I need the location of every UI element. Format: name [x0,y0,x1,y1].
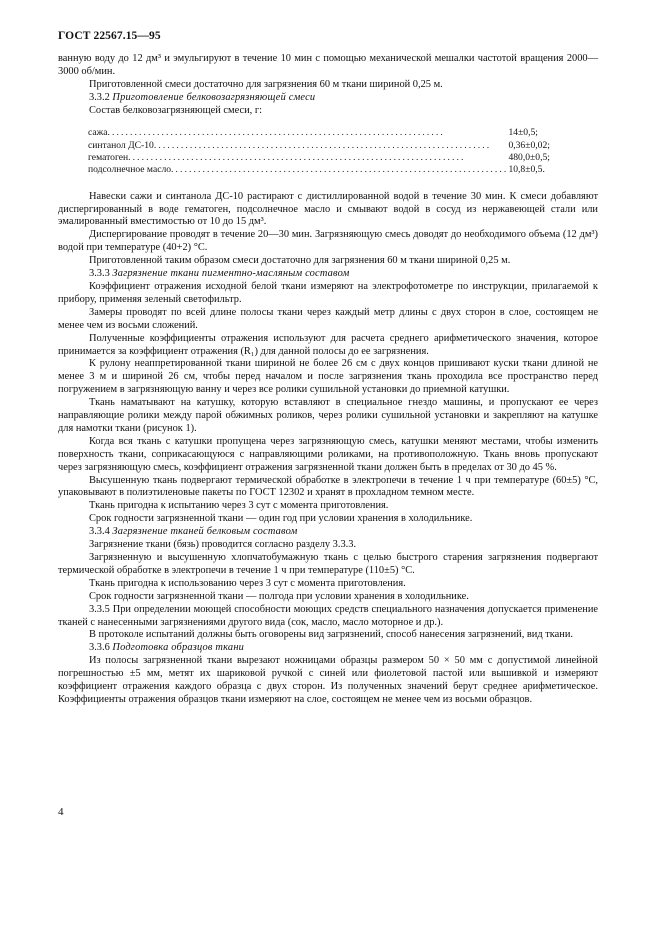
leader-dots: ........................................................................... [171,164,509,176]
section-number: 3.3.6 [89,642,110,654]
paragraph: Полученные коэффициенты отражения используют для расчета среднего арифметического значения, которое принимается за коэффициент отражения (R₁) для данной полосы до ее загрязнения. [58,332,598,357]
composition-name: сажа [88,127,108,139]
paragraph: Срок годности загрязненной ткани — один год при условии хранения в холодильнике. [89,513,473,525]
paragraph: Коэффициент отражения исходной белой ткани измеряют на электрофотометре по инструкции, прилагаемой к прибору, применяя зеленый светофильтр. [58,280,598,305]
paragraph: Срок годности загрязненной ткани — полгода при условии хранения в холодильнике. [89,590,469,602]
page-header-title: ГОСТ 22567.15—95 [58,30,161,42]
composition-intro: Состав белковозагрязняющей смеси, г: [89,104,262,116]
section-number: 3.3.4 [89,526,110,538]
paragraph: Навески сажи и синтанола ДС-10 растирают с дистиллированной водой в течение 30 мин. К смеси добавляют диспергированный в воде гематоген, подсолнечное масло и смывают водой в сосуд из нержавеющей стали или эмалированный вместимостью от 10 до 15 дм³. [58,190,598,228]
composition-row [88,152,588,164]
section-heading-3-3-3 [58,268,598,281]
composition-row [88,140,588,152]
composition-row [88,164,588,176]
paragraph: Когда вся ткань с катушки пропущена через загрязняющую смесь, катушки меняют местами, чтобы изменить поверхность ткани, соприкасающуюся с направляющими роликами, на противоположную. Ткань вновь пропускают через загрязняющую смесь, коэффициент отражения загрязненной ткани должен быть в пределах от 30 до 45 %. [58,435,598,473]
paragraph: Загрязнение ткани (бязь) проводится согласно разделу 3.3.3. [89,539,357,551]
composition-value: 10,8±0,5. [508,164,545,176]
paragraph: Диспергирование проводят в течение 20—30 мин. Загрязняющую смесь доводят до необходимого объема (12 дм³) водой при температуре (40+2) °С. [58,229,598,254]
document-page [58,30,598,707]
section-heading-3-3-6 [58,642,598,655]
paragraph: Приготовленной таким образом смеси достаточно для загрязнения 60 м ткани шириной 0,25 м. [89,255,511,267]
paragraph: Высушенную ткань подвергают термической обработке в электропечи в течение 1 ч при температуре (60±5) °С, упаковывают в полиэтиленовые пакеты по ГОСТ 12302 и хранят в прохладном темном месте. [58,474,598,499]
paragraph: 3.3.5 При определении моющей способности моющих средств специального назначения допускается применение тканей с нанесенными загрязнениями другого вида (сок, масло, масло моторное и др.). [58,603,598,628]
paragraph: Приготовленной смеси достаточно для загрязнения 60 м ткани шириной 0,25 м. [89,78,443,90]
leader-dots: ........................................................................... [107,127,445,139]
section-number: 3.3.2 [89,91,110,103]
composition-name: подсолнечное масло [88,164,172,176]
section-heading-3-3-4 [58,526,598,539]
paragraph: ванную воду до 12 дм³ и эмульгируют в течение 10 мин с помощью механической мешалки частотой вращения 2000—3000 об/мин. [58,52,598,77]
paragraph: Из полосы загрязненной ткани вырезают ножницами образцы размером 50 × 50 мм с допустимой линейной погрешностью ±5 мм, метят их шариковой ручкой с синей или фиолетовой пастой или вышивкой и измеряют коэффициент отражения каждого образца с двух сторон. Из полученных значений берут среднее арифметическое. Коэффициенты отражения образцов ткани измеряют на слое, состоящем не менее чем из восьми образцов. [58,655,598,705]
composition-value: 14±0,5; [508,127,538,139]
paragraph: Ткань наматывают на катушку, которую вставляют в специальное гнездо машины, и пропускают ее через направляющие ролики между парой обжимных роликов, через ролики сушильной установки и закрепляют на катушке для намотки ткани (рисунок 1). [58,397,598,434]
page-number: 4 [58,806,64,818]
section-title: Загрязнение тканей белковым составом [112,526,298,538]
paragraph: Замеры проводят по всей длине полосы ткани через каждый метр длины с двух сторон в слое, состоящем не менее чем из восьми сложений. [58,306,598,331]
composition-value: 480,0±0,5; [508,152,550,164]
composition-row [88,127,588,139]
composition-value: 0,36±0,02; [508,139,550,151]
section-number: 3.3.3 [89,268,110,280]
composition-name: гематоген [88,152,129,164]
leader-dots: ........................................................................... [128,152,466,164]
paragraph: В протоколе испытаний должны быть оговорены вид загрязнений, способ нанесения загрязнений, вид ткани. [89,629,574,641]
paragraph: Ткань пригодна к испытанию через 3 сут с момента приготовления. [89,500,389,512]
section-title: Приготовление белковозагрязняющей смеси [112,91,316,103]
section-title: Загрязнение ткани пигментно-масляным составом [112,268,350,280]
section-title: Подготовка образцов ткани [112,642,245,654]
leader-dots: ........................................................................... [153,139,492,151]
section-heading-3-3-2 [58,92,598,105]
composition-name: синтанол ДС-10 [88,139,154,151]
paragraph: Ткань пригодна к использованию через 3 сут с момента приготовления. [89,577,406,589]
paragraph: Загрязненную и высушенную хлопчатобумажную ткань с целью быстрого старения загрязнения подвергают термической обработке в электропечи в течение 1 ч при температуре (110±5) °С. [58,552,598,576]
composition-table [88,127,588,176]
paragraph: К рулону неаппретированной ткани шириной не более 26 см с двух концов пришивают куски ткани длиной не менее 3 м и шириной 26 см, чтобы перед началом и после загрязнения ткань проходила все пространство перед погружением в загрязняющую ванну и через все ролики сушильной установки до приемной катушки. [58,358,598,396]
